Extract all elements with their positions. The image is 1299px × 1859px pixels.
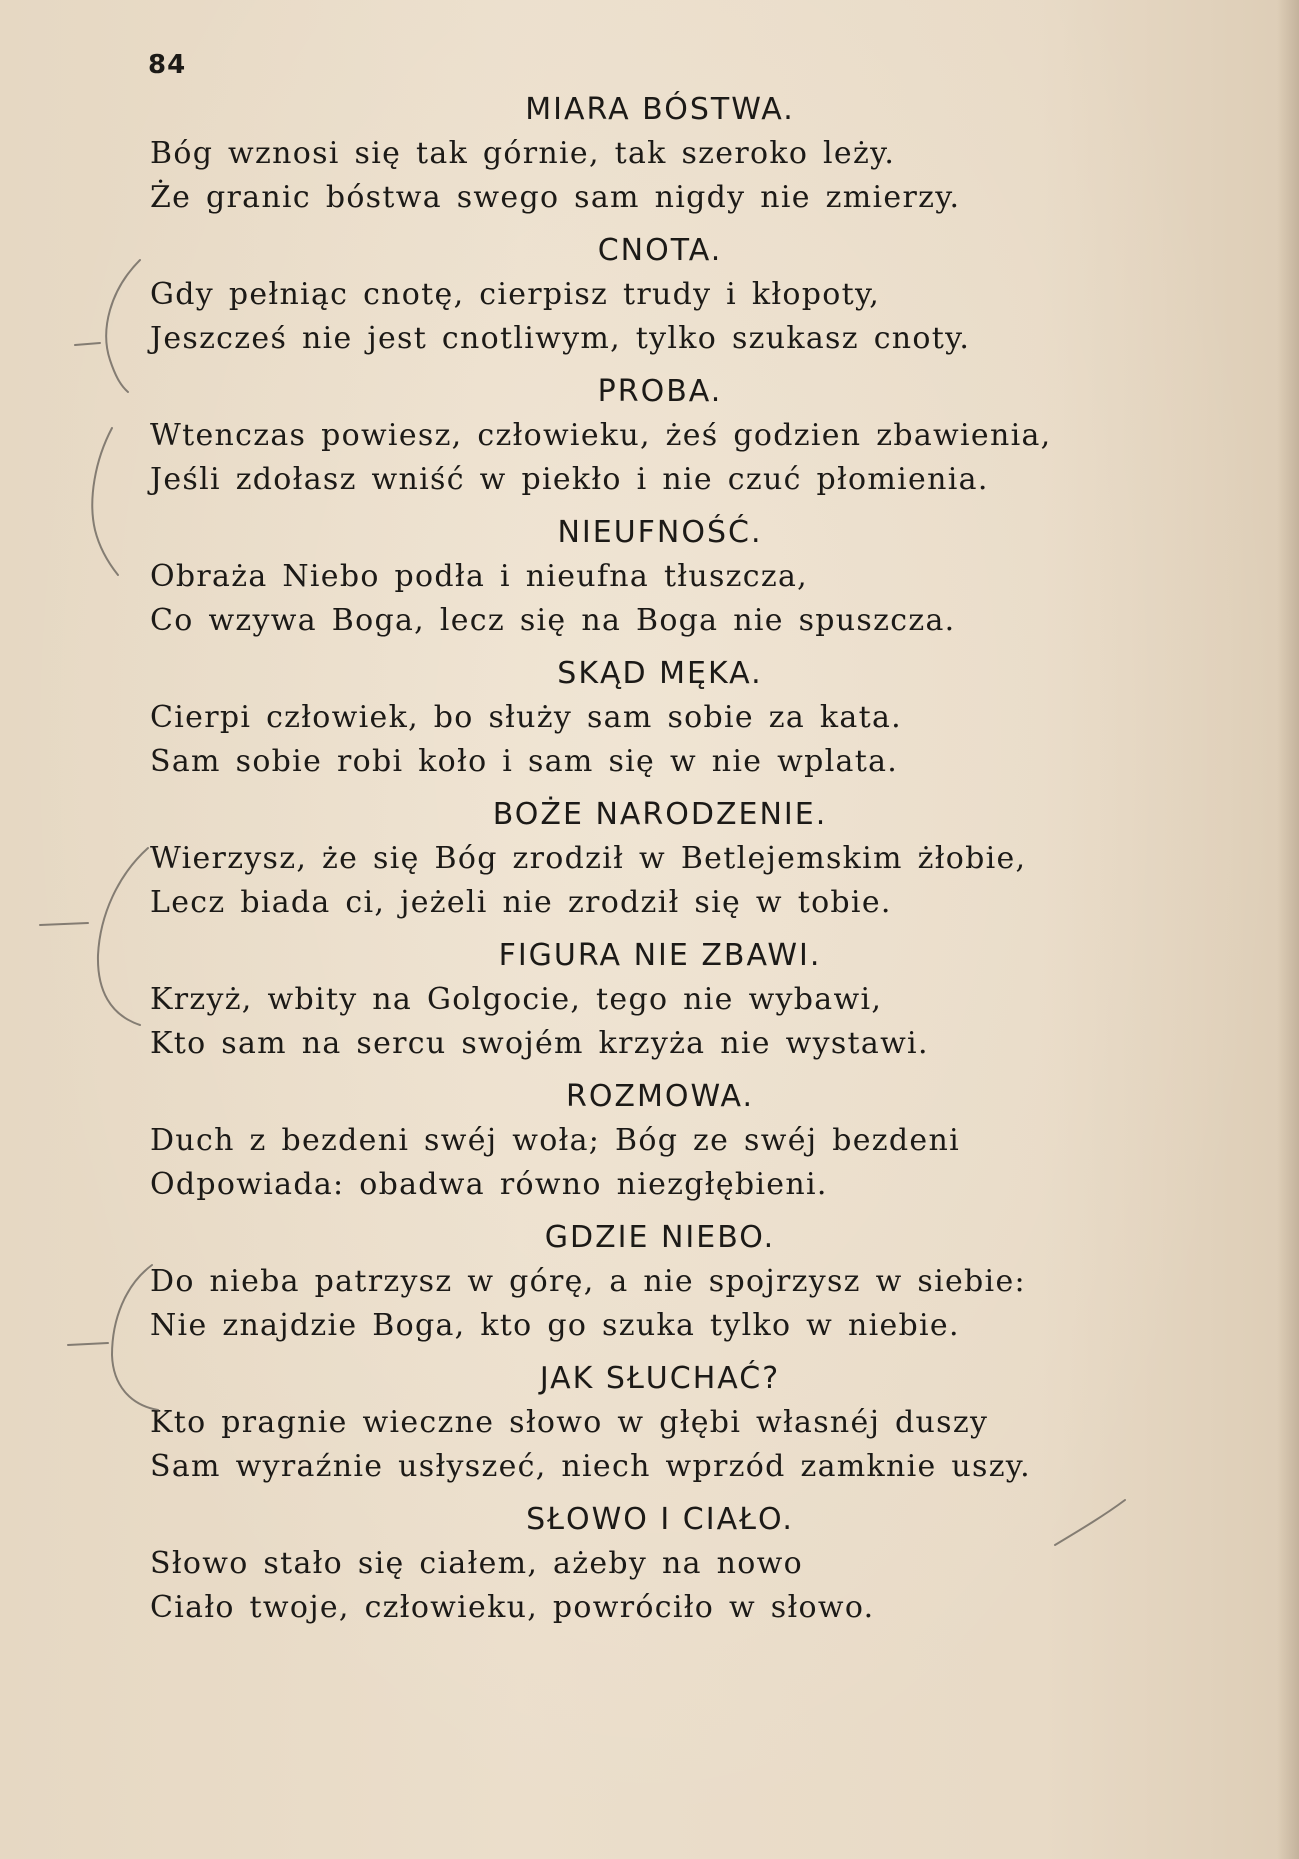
poem-nieufnosc [150, 511, 1130, 643]
poem-cnota [150, 229, 1130, 361]
poem-title: CNOTA. [597, 233, 723, 268]
pencil-bracket-mark [92, 428, 118, 575]
pencil-bracket-mark [98, 848, 148, 1025]
poem-line: Krzyż, wbity na Golgocie, tego nie wybawi, [150, 982, 883, 1017]
poem-title: SŁOWO I CIAŁO. [526, 1502, 794, 1537]
poem-line: Jeszcześ nie jest cnotliwym, tylko szukasz cnoty. [150, 321, 971, 356]
poem-title: JAK SŁUCHAĆ? [539, 1361, 781, 1396]
poem-line: Nie znajdzie Boga, kto go szuka tylko w niebie. [150, 1308, 960, 1343]
page-number: 84 [148, 50, 187, 80]
poem-line: Jeśli zdołasz wniść w piekło i nie czuć płomienia. [150, 462, 989, 497]
poem-line: Obraża Niebo podła i nieufna tłuszcza, [150, 559, 808, 594]
poem-line: Kto pragnie wieczne słowo w głębi własnéj duszy [150, 1405, 989, 1440]
poem-proba [150, 370, 1130, 502]
poem-line: Że granic bóstwa swego sam nigdy nie zmierzy. [150, 180, 961, 215]
poem-line: Kto sam na sercu swojém krzyża nie wystawi. [150, 1026, 929, 1061]
poem-slowo-i-cialo [150, 1498, 1130, 1630]
poem-line: Wierzysz, że się Bóg zrodził w Betlejemskim żłobie, [150, 841, 1027, 876]
poem-title: BOŻE NARODZENIE. [492, 797, 828, 832]
poem-line: Bóg wznosi się tak górnie, tak szeroko leży. [150, 136, 896, 171]
poem-list [150, 88, 1130, 1639]
poem-figura-nie-zbawi [150, 934, 1130, 1066]
poem-line: Wtenczas powiesz, człowieku, żeś godzien zbawienia, [150, 418, 1052, 453]
poem-line: Słowo stało się ciałem, ażeby na nowo [150, 1546, 803, 1581]
poem-line: Cierpi człowiek, bo służy sam sobie za kata. [150, 700, 902, 735]
poem-skad-meka [150, 652, 1130, 784]
page-edge-shadow [1277, 0, 1299, 1859]
poem-title: MIARA BÓSTWA. [525, 92, 795, 127]
poem-line: Lecz biada ci, jeżeli nie zrodził się w tobie. [150, 885, 892, 920]
poem-line: Sam wyraźnie usłyszeć, niech wprzód zamknie uszy. [150, 1449, 1031, 1484]
poem-miara-bostwa [150, 88, 1130, 220]
pencil-dash-mark [40, 923, 88, 925]
poem-line: Duch z bezdeni swéj woła; Bóg ze swéj bezdeni [150, 1123, 960, 1158]
poem-line: Ciało twoje, człowieku, powróciło w słowo. [150, 1590, 875, 1625]
pencil-bracket-mark [106, 260, 140, 392]
poem-title: NIEUFNOŚĆ. [557, 515, 763, 550]
poem-line: Do nieba patrzysz w górę, a nie spojrzysz w siebie: [150, 1264, 1026, 1299]
poem-title: SKĄD MĘKA. [557, 656, 763, 691]
poem-title: FIGURA NIE ZBAWI. [498, 938, 822, 973]
poem-rozmowa [150, 1075, 1130, 1207]
poem-boze-narodzenie [150, 793, 1130, 925]
poem-line: Odpowiada: obadwa równo niezgłębieni. [150, 1167, 828, 1202]
poem-gdzie-niebo [150, 1216, 1130, 1348]
pencil-dash-mark [75, 343, 100, 345]
pencil-dash-mark [68, 1343, 108, 1345]
poem-jak-sluchac [150, 1357, 1130, 1489]
poem-title: PROBA. [597, 374, 723, 409]
poem-line: Gdy pełniąc cnotę, cierpisz trudy i kłopoty, [150, 277, 881, 312]
poem-line: Co wzywa Boga, lecz się na Boga nie spuszcza. [150, 603, 956, 638]
poem-line: Sam sobie robi koło i sam się w nie wplata. [150, 744, 899, 779]
poem-title: ROZMOWA. [565, 1079, 755, 1114]
poem-title: GDZIE NIEBO. [544, 1220, 776, 1255]
